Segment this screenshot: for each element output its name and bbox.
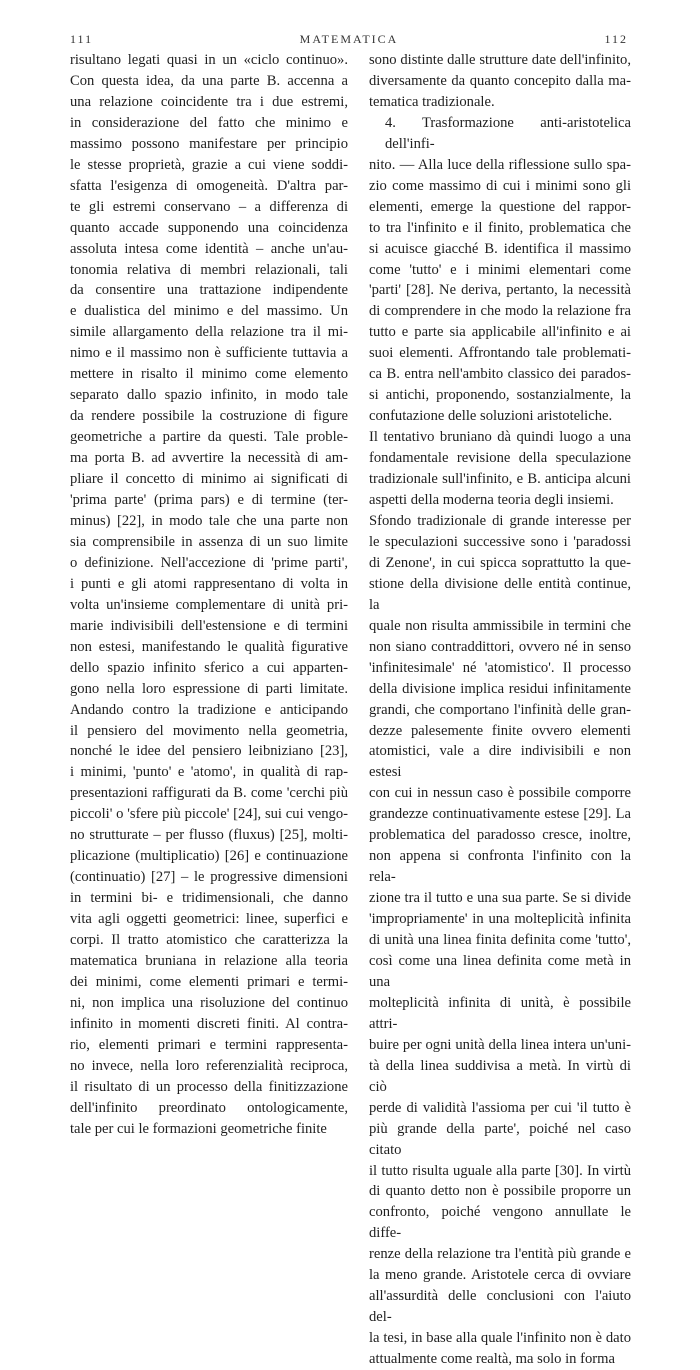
text-line: plicazione (multiplicatio) [26] e continuazione [70,848,348,865]
text-line: stione della divisione delle entità continue, la [369,575,631,613]
text-line: presentazioni raffigurati da B. come 'cerchi più [70,785,348,802]
text-line: quale non risulta ammissibile in termini che [369,617,631,634]
text-line: piccoli' o 'sfere più piccole' [24], sui cui vengo- [70,806,348,823]
text-line: problematica del paradosso cresce, inoltre, [369,827,631,844]
text-line: dello spazio infinito sferico a cui apparten- [70,659,348,676]
text-line: dell'infinito preordinato ontologicamente, [70,1099,348,1116]
text-line: rio, elementi primari e termini rappresenta- [70,1036,348,1053]
text-line: gono nella loro espressione di parti limitate. [70,680,348,697]
text-line: il pensiero del movimento nella geometria, [70,722,348,739]
text-line: non estesi, manifestando le qualità figurative [70,638,348,655]
text-line: no strutturate – per flusso (fluxus) [25], molti- [70,827,348,844]
text-line: fondamentale revisione della speculazione [369,450,631,467]
text-line: matematica bruniana in relazione alla teoria [70,952,348,969]
text-line: ma porta B. ad avvertire la necessità di am- [70,450,348,467]
text-line: da rendere possibile la costruzione di figure [70,408,348,425]
text-line: perde di validità l'assioma per cui 'il tutto è [369,1099,631,1116]
text-line: tradizionale sull'infinito, e B. anticipa alcuni [369,471,631,488]
text-line: o definizione. Nell'accezione di 'prime parti', [70,554,348,571]
text-line: massimo possono manifestare per principio [70,135,348,152]
text-line: in considerazione del fatto che minimo e [70,114,348,131]
text-line: ni, non implica una risoluzione del continuo [70,994,348,1011]
text-line: Andando contro la tradizione e anticipando [70,701,348,718]
text-line: grandi, che comportano l'infinità delle gran- [369,701,631,718]
text-line: 'prima parte' (prima pars) e di termine (ter- [70,492,348,509]
text-line: 'infinitesimale' né 'atomistico'. Il processo [369,659,631,676]
text-line: con cui in nessun caso è possibile comporre [369,785,631,802]
text-line: si antichi, proponendo, sostanzialmente, la [369,387,631,404]
text-line: te gli estremi conservano – a differenza di [70,198,348,215]
text-line: (continuatio) [27] – le progressive dimensioni [70,869,348,886]
text-line: ca B. entra nell'ambito classico dei parados- [369,366,631,383]
text-line: tale per cui le formazioni geometriche finite [70,1120,327,1137]
text-line: di Zenone', in cui spicca soprattutto la que- [369,554,631,571]
right-text-column [369,50,631,1370]
text-line: molteplicità infinita di unità, è possibile attri- [369,994,631,1032]
text-line: 'parti' [28]. Ne deriva, pertanto, la necessità [369,282,631,299]
text-line: tà della linea suddivisa a metà. In virtù di ciò [369,1057,631,1095]
text-line: e dualistica del minimo e del massimo. Un [70,303,348,320]
text-line: aspetti della moderna teoria degli insiemi. [369,492,614,509]
text-line: le speculazioni successive sono i 'paradossi [369,533,631,550]
text-line: buire per ogni unità della linea intera un'uni- [369,1036,631,1053]
text-line: più grande della parte', poiché nel caso citato [369,1120,631,1158]
text-line: quanto accade supponendo una coincidenza [70,219,348,236]
text-line: nonché le idee del pensiero leibniziano [23], [70,743,348,760]
text-line: risultano legati quasi in un «ciclo continuo». [70,52,348,68]
text-line: Con questa idea, da una parte B. accenna a [70,72,348,89]
text-line: 4. Trasformazione anti-aristotelica dell'infi- [385,114,631,152]
text-line: corpi. Il tratto atomistico che caratterizza la [70,932,348,949]
text-line: mettere in risalto il minimo come elemento [70,366,348,383]
text-line: confronto, poiché vengono annullate le diffe- [369,1204,631,1242]
text-line: non appena si confronta l'infinito con la rela- [369,848,631,886]
text-line: Il tentativo bruniano dà quindi luogo a una [369,429,631,446]
text-line: la meno grande. Aristotele cerca di ovviare [369,1267,631,1284]
text-line: così come una linea definita come metà in una [369,952,631,990]
text-line: zio come massimo di cui i minimi sono gli [369,177,631,194]
page-number-left: 111 [70,32,94,46]
text-line: separato dallo spazio infinito, in modo tale [70,387,348,404]
text-line: come 'tutto' e i minimi elementari come [369,261,631,278]
text-line: tutto e parte sia applicabile all'infinito e ai [369,324,631,341]
text-line: tematica tradizionale. [369,93,495,110]
text-line: sono distinte dalle strutture date dell'infinito, [369,52,631,68]
text-line: grandezze continuativamente estese [29]. La [369,806,631,823]
text-line: geometriche a partire da questi. Tale proble- [70,429,348,446]
text-line: le stesse proprietà, grazie a cui viene soddi- [70,156,348,173]
text-line: tonomia relativa di membri relazionali, tali [70,261,348,278]
text-line: Sfondo tradizionale di grande interesse per [369,512,631,529]
left-text-column [70,50,348,1140]
text-line: la tesi, in base alla quale l'infinito non è dato [369,1330,631,1347]
text-line: i minimi, 'punto' e 'atomo', in qualità di rap- [70,764,348,781]
text-line: il tutto risulta uguale alla parte [30]. In virtù [369,1162,631,1179]
text-line: della divisione implica residui infinitamente [369,680,631,697]
text-line: nimo e il massimo non è sufficiente tuttavia a [70,345,348,362]
text-line: volta un'insieme complementare di unità pri- [70,596,348,613]
text-line: non siano contraddittori, ovvero né in senso [369,638,631,655]
text-line: attualmente come realtà, ma solo in forma [369,1351,615,1368]
running-title: MATEMATICA [299,32,399,46]
text-line: atomistici, vale a dire indivisibili e non estesi [369,743,631,781]
page-number-right: 112 [604,32,628,46]
text-line: da consentire una trattazione indipendente [70,282,348,299]
text-line: una relazione coincidente tra i due estremi, [70,93,348,110]
text-line: suoi elementi. Affrontando tale problemati- [369,345,631,362]
text-line: dezze palesemente finite ovvero elementi [369,722,631,739]
text-line: sfatta l'esigenza di omogeneità. D'altra par- [70,177,348,194]
text-line: si acuisce giacché B. identifica il massimo [369,240,631,257]
text-line: minus) [22], in modo tale che una parte non [70,512,348,529]
text-line: zione tra il tutto e una sua parte. Se si divide [369,890,631,907]
text-line: di unità una linea finita definita come 'tutto', [369,932,631,949]
text-line: vita agli oggetti geometrici: linee, superfici e [70,911,348,928]
text-line: sia comprensibile in assenza di un suo limite [70,533,348,550]
text-line: marie indivisibili dell'estensione e di termini [70,617,348,634]
text-line: pliare il concetto di minimo ai significati di [70,471,348,488]
text-line: assoluta intesa come identità – anche un'au- [70,240,348,257]
text-line: all'assurdità delle conclusioni con l'aiuto del- [369,1288,631,1326]
text-line: di quanto detto non è possibile proporre un [369,1183,631,1200]
text-line: renze della relazione tra l'entità più grande e [369,1246,631,1263]
text-line: in termini bi- e tridimensionali, che danno [70,890,348,907]
text-line: elementi, emerge la questione del rappor- [369,198,631,215]
text-line: no invece, nella loro referenzialità reciproca, [70,1057,348,1074]
text-line: di comprendere in che modo la relazione fra [369,303,631,320]
text-line: i punti e gli atomi rappresentano di volta in [70,575,348,592]
text-line: diversamente da quanto concepito dalla ma- [369,72,631,89]
text-line: 'impropriamente' in una molteplicità infinita [369,911,631,928]
text-line: nito. — Alla luce della riflessione sullo spa- [369,156,631,173]
text-line: simile allargamento della relazione tra il mi- [70,324,348,341]
running-header [70,32,628,50]
text-line: confutazione delle soluzioni aristoteliche. [369,408,613,425]
text-line: infinito in momenti discreti finiti. Al contra- [70,1015,348,1032]
text-line: il risultato di un processo della finitizzazione [70,1078,348,1095]
text-line: to tra l'infinito e il finito, problematica che [369,219,631,236]
text-line: dei minimi, come elementi primari e termi- [70,973,348,990]
